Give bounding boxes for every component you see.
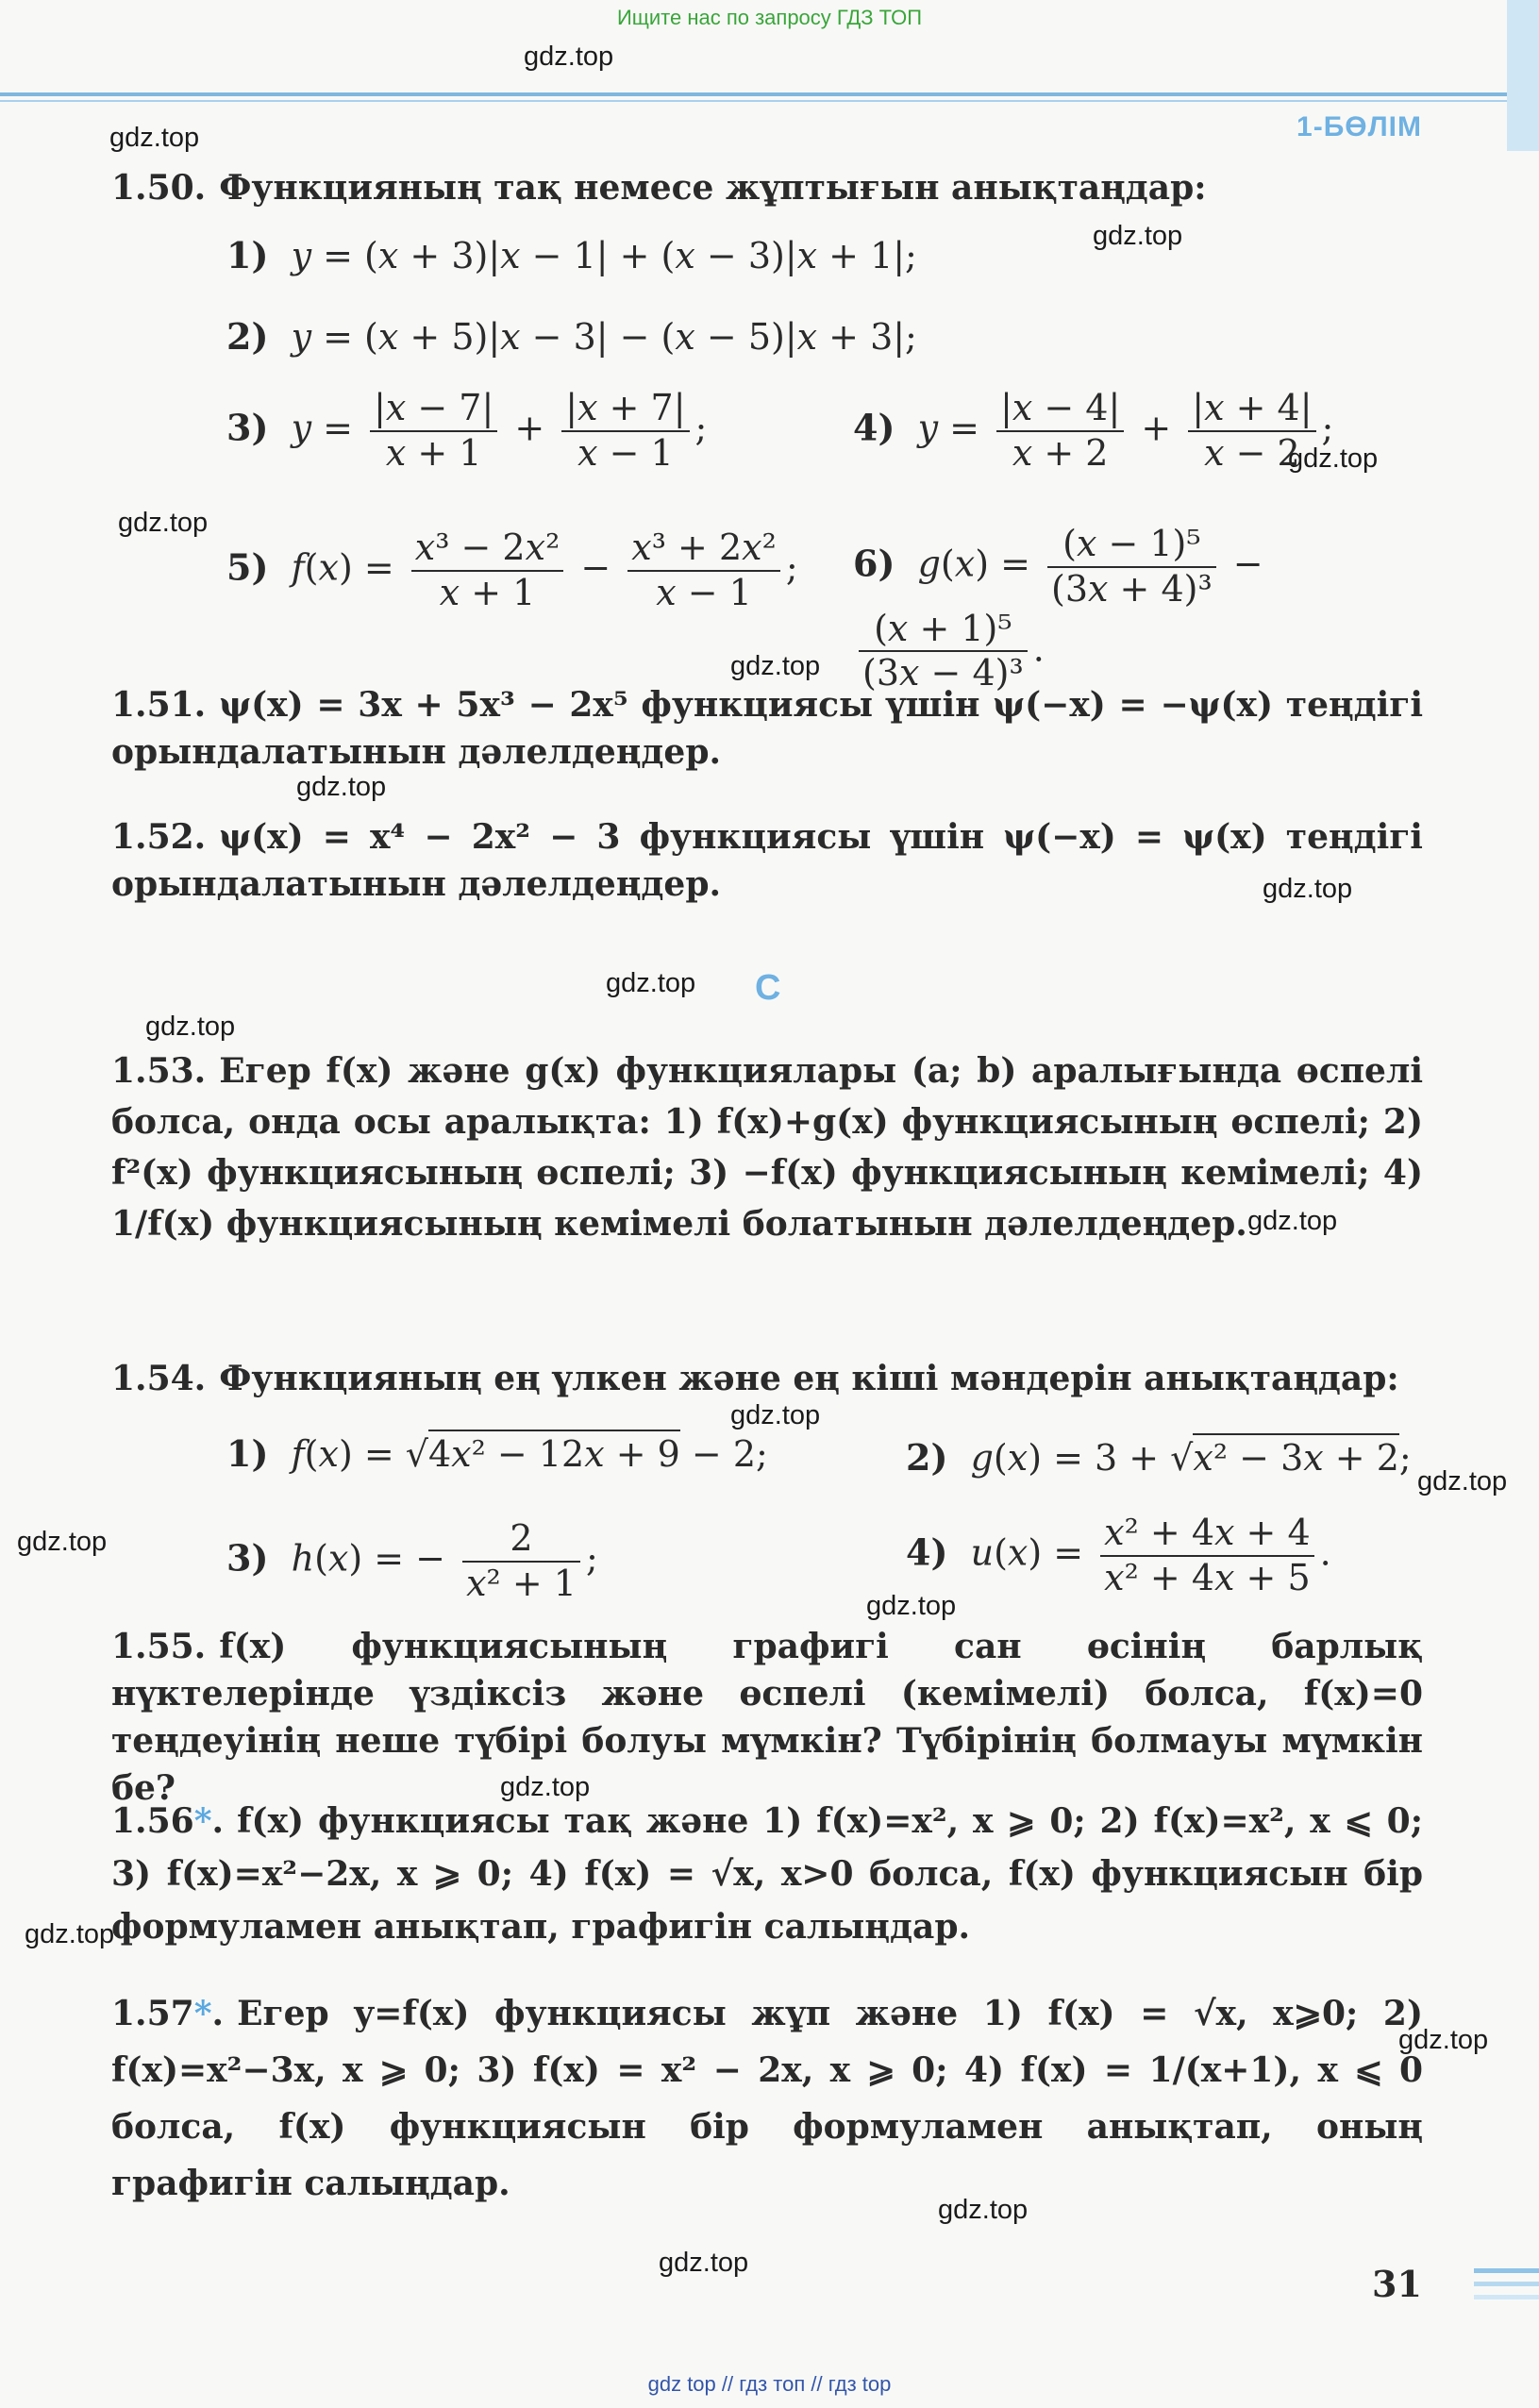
problem-text: ψ(x) = 3x + 5x³ − 2x⁵ функциясы үшін ψ(−x) = −ψ(x) теңдігі орындалатынын дәлелдеңдер. [111, 685, 1423, 772]
problem-number: 1.52. [111, 817, 207, 857]
formula-1-54-1: 1) f(x) = √4x² − 12x + 9 − 2; [226, 1430, 830, 1478]
watermark: gdz.top [1398, 2025, 1489, 2055]
watermark: gdz.top [1093, 221, 1183, 251]
problem-number: 1.57*. [111, 1994, 225, 2033]
top-notice[interactable]: Ищите нас по запросу ГДЗ ТОП [616, 6, 923, 29]
problem-1-55 [111, 1623, 1423, 1812]
problem-text: f(x) функциясының графигі сан өсінің барлық нүктелерінде үздіксіз және өспелі (кемімелі) болса, f(x)=0 теңдеуінің неше түбірі болуы мүмкін? Түбірінің болмауы мүмкін бе? [111, 1627, 1423, 1808]
page-deco-line [1474, 2268, 1539, 2273]
problem-1-56 [111, 1795, 1423, 1953]
problem-number: 1.53. [111, 1051, 207, 1091]
problem-1-52 [111, 813, 1423, 908]
section-title: 1-БӨЛІМ [1296, 111, 1422, 142]
watermark: gdz.top [866, 1591, 957, 1621]
problem-1-53 [111, 1045, 1423, 1249]
problem-number: 1.54. [111, 1359, 207, 1398]
problem-text: Егер f(x) және g(x) функциялары (a; b) аралығында өспелі болса, онда осы аралықта: 1) f(x)+g(x) функциясының өспелі; 2) f²(x) функциясының өспелі; 3) −f(x) функциясының кемімелі; 4) 1/f(x) функциясының кемімелі болатынын дәлелдеңдер. [111, 1051, 1423, 1244]
formula-1-54-3: 3) h(x) = − $\frac{2}{\text{x² + 1}}$ ; [226, 1517, 598, 1604]
formula-1-50-4: 4) y = $\frac{|x - 4|}{x + 2}$ + $\frac{|x + 4|}{x - 2}$ ; [853, 387, 1334, 474]
formula-1-50-3: 3) y = $\frac{|x - 7|}{x + 1}$ + $\frac{|x + 7|}{x - 1}$ ; [226, 387, 708, 474]
footer-links[interactable]: gdz top // гдз топ // гдз top [647, 2372, 892, 2396]
problem-number: 1.50. [111, 168, 207, 208]
page-edge-tab [1507, 0, 1539, 151]
watermark: gdz.top [1288, 443, 1379, 474]
formula-1-50-2: 2) y = (x + 5)|x − 3| − (x − 5)|x + 3|; [226, 315, 917, 358]
problem-number: 1.56*. [111, 1801, 225, 1841]
watermark: gdz.top [1263, 874, 1353, 904]
watermark: gdz.top [606, 968, 696, 998]
header-stripe-thin [0, 100, 1539, 102]
formula-1-54-4: 4) u(x) = $\frac{\text{x² + 4x + 4}}{\text{x² + 4x + 5}}$ . [906, 1512, 1331, 1598]
problem-text: f(x) функциясы тақ және 1) f(x)=x², x ⩾ 0; 2) f(x)=x², x ⩽ 0; 3) f(x)=x²−2x, x ⩾ 0; 4) f(x) = √x, x>0 болса, f(x) функциясын бір формуламен анықтап, графигін салыңдар. [111, 1801, 1423, 1947]
formula-1-50-6: 6) g(x) = $\frac{\text{(x − 1)⁵}}{\text{(3x + 4)³}}$ − $\frac{\text{(x + 1)⁵}}{\text{(3x − 4)³}}$ . [853, 523, 1263, 694]
page-number: 31 [1372, 2263, 1422, 2305]
formula-1-50-1: 1) y = (x + 3)|x − 1| + (x − 3)|x + 1|; [226, 234, 917, 276]
page-deco-line [1474, 2295, 1539, 2299]
watermark: gdz.top [118, 508, 209, 538]
problem-1-57 [111, 1985, 1423, 2212]
problem-1-50 [111, 164, 1423, 211]
watermark: gdz.top [1417, 1466, 1508, 1497]
formula-1-50-5: 5) f(x) = $\frac{\text{x³ − 2x²}}{x + 1}$ − $\frac{\text{x³ + 2x²}}{x - 1}$ ; [226, 527, 798, 613]
header-stripe [0, 92, 1539, 96]
watermark: gdz.top [500, 1772, 591, 1802]
watermark: gdz.top [938, 2195, 1029, 2225]
watermark: gdz.top [730, 651, 821, 681]
problem-1-51 [111, 681, 1423, 776]
watermark: gdz.top [524, 42, 614, 72]
watermark: gdz.top [730, 1400, 821, 1430]
watermark: gdz.top [296, 772, 387, 802]
formula-1-54-2: 2) g(x) = 3 + √x² − 3x + 2; [906, 1434, 1434, 1481]
problem-number: 1.55. [111, 1627, 207, 1666]
watermark: gdz.top [1247, 1206, 1338, 1236]
watermark: gdz.top [109, 123, 200, 153]
problem-1-54 [111, 1355, 1423, 1402]
watermark: gdz.top [145, 1012, 236, 1042]
problem-text: Функцияның тақ немесе жұптығын анықтаңдар: [219, 168, 1207, 208]
problem-text: Функцияның ең үлкен және ең кіші мәндерін анықтаңдар: [219, 1359, 1399, 1398]
watermark: gdz.top [17, 1527, 108, 1557]
problem-number: 1.51. [111, 685, 207, 725]
watermark: gdz.top [25, 1919, 115, 1949]
page-deco-line [1474, 2282, 1539, 2286]
star-mark: * [193, 1801, 212, 1841]
problem-text: ψ(x) = x⁴ − 2x² − 3 функциясы үшін ψ(−x) = ψ(x) теңдігі орындалатынын дәлелдеңдер. [111, 817, 1423, 904]
star-mark: * [193, 1994, 212, 2033]
level-letter: C [755, 968, 781, 1008]
watermark: gdz.top [659, 2248, 749, 2278]
problem-text: Егер y=f(x) функциясы жұп және 1) f(x) = √x, x⩾0; 2) f(x)=x²−3x, x ⩾ 0; 3) f(x) = x² − 2x, x ⩾ 0; 4) f(x) = 1/(x+1), x ⩽ 0 болса, f(x) функциясын бір формуламен анықтап, оның графигін салыңдар. [111, 1994, 1423, 2203]
